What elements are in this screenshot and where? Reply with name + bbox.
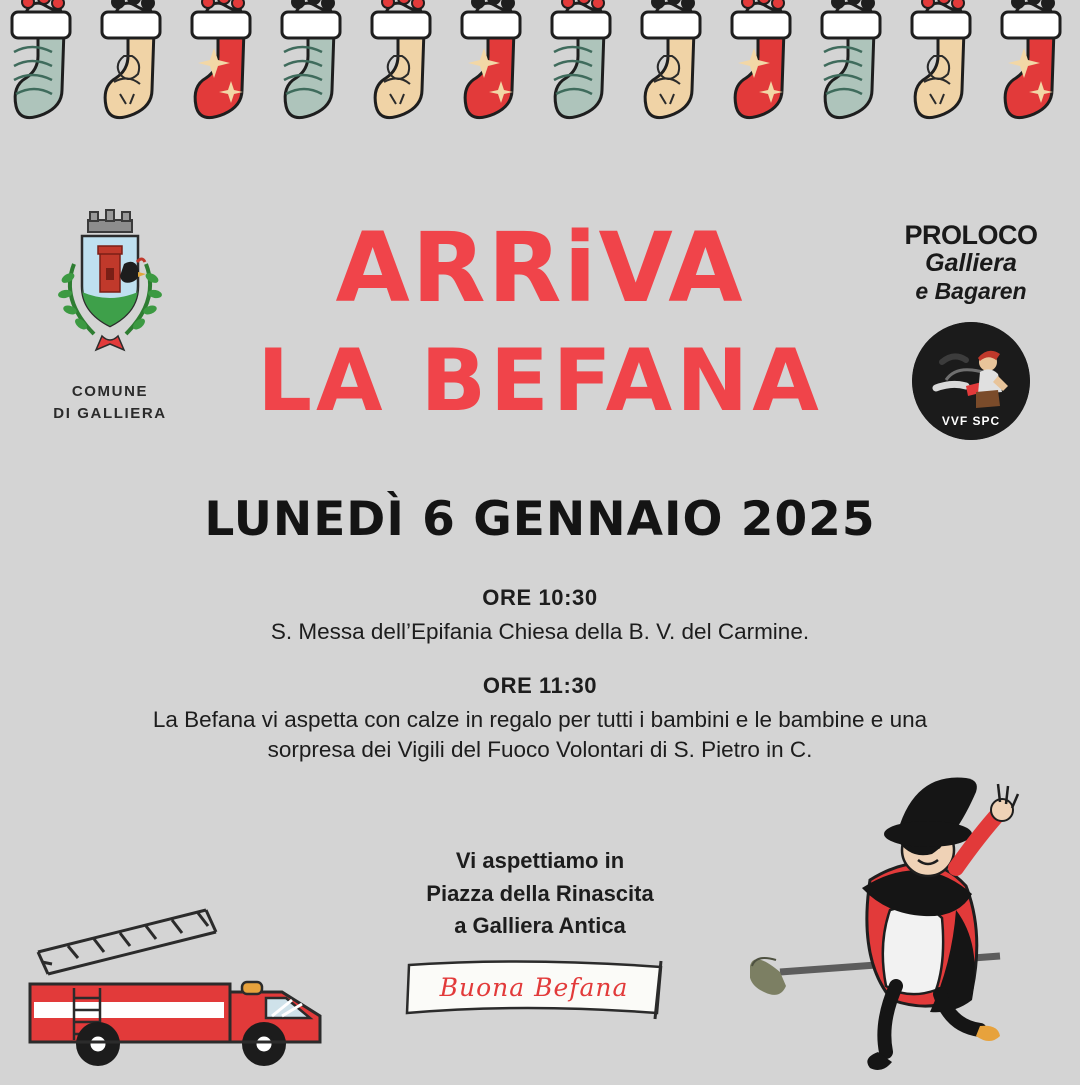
fire-truck-illustration <box>20 892 360 1072</box>
program-slot <box>140 673 940 765</box>
closing-line2: Piazza della Rinascita <box>426 880 654 906</box>
stocking-icon <box>184 0 262 159</box>
program-slot-description: La Befana vi aspetta con calze in regalo per tutti i bambini e le bambine e una sorpresa dei Vigili del Fuoco Volontari di S. Pietro in C. <box>152 706 928 762</box>
vvf-label: VVF SPC <box>941 414 1001 428</box>
event-program <box>140 585 940 765</box>
event-date: LUNEDÌ 6 GENNAIO 2025 <box>204 492 876 547</box>
stocking-icon <box>724 0 802 159</box>
stocking-icon <box>94 0 172 159</box>
buona-befana-banner <box>405 955 675 1025</box>
proloco-line1: PROLOCO <box>904 220 1038 250</box>
stocking-icon <box>814 0 892 159</box>
crest-caption-line1: COMUNE <box>71 383 149 400</box>
proloco-line3: e Bagaren <box>915 277 1027 304</box>
befana-illustration <box>750 760 1080 1080</box>
stocking-icon <box>994 0 1072 159</box>
banner-text: Buona Befana <box>439 973 629 1002</box>
stocking-icon <box>4 0 82 159</box>
proloco-line2: Galliera <box>925 249 1017 277</box>
poster-title-block <box>0 212 1080 431</box>
page-title-line2: LA BEFANA <box>257 331 823 431</box>
program-slot-time: ORE 10:30 <box>482 585 598 610</box>
stocking-border <box>0 0 1080 170</box>
program-slot <box>140 585 940 647</box>
stocking-icon <box>364 0 442 159</box>
stocking-icon <box>634 0 712 159</box>
stocking-icon <box>904 0 982 159</box>
stocking-icon <box>274 0 352 159</box>
closing-line3: a Galliera Antica <box>454 913 626 939</box>
program-slot-description: S. Messa dell’Epifania Chiesa della B. V. del Carmine. <box>270 619 810 644</box>
closing-line1: Vi aspettiamo in <box>455 848 625 873</box>
stocking-icon <box>454 0 532 159</box>
crest-caption-line2: DI GALLIERA <box>53 404 167 422</box>
page-title-line1: ARRiVA <box>335 212 745 324</box>
program-slot-time: ORE 11:30 <box>482 672 598 698</box>
stocking-icon <box>544 0 622 159</box>
